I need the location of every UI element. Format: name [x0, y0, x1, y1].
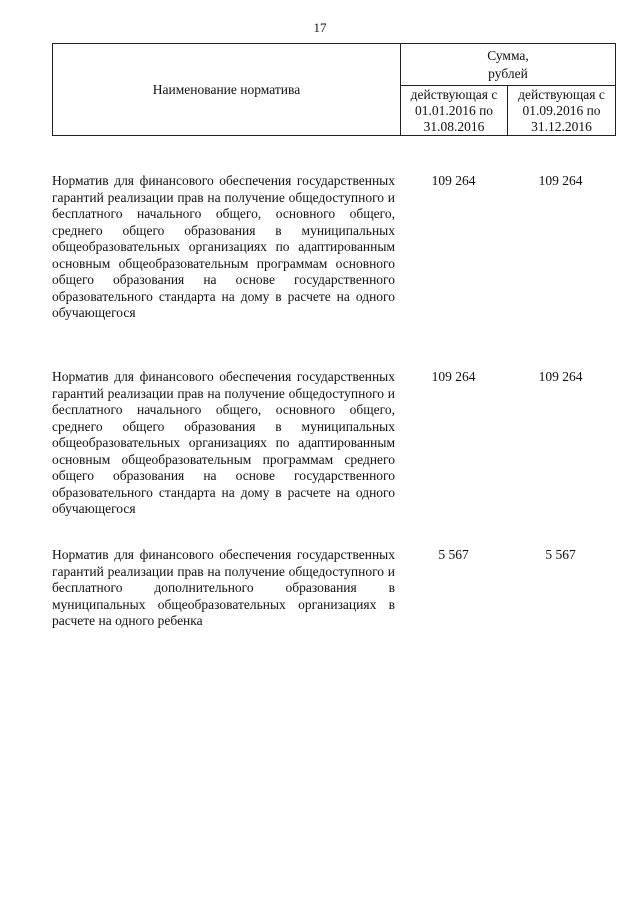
- header-name-column: Наименование норматива: [53, 44, 401, 135]
- row-value-period-2: 109 264: [538, 173, 583, 188]
- header-period-1: [401, 86, 508, 135]
- header-sum-column: [401, 44, 615, 86]
- header-period-1-line-1: действующая с: [410, 87, 498, 102]
- header-period-2-line-3: 31.12.2016: [531, 119, 592, 134]
- row-description: Норматив для финансового обеспечения государственных гарантий реализации прав на получение общедоступного и бесплатного начального общего, основного общего, среднего общего образования в муниципальных общеобразовательных организациях по адаптированным основным общеобразовательным программам основного общего образования на основе государственного образовательного стандарта на дому в расчете на одного обучающегося: [52, 173, 395, 320]
- row-value-period-1: 109 264: [431, 173, 476, 188]
- header-period-2-line-1: действующая с: [518, 87, 605, 102]
- table-header: [52, 43, 616, 136]
- header-period-1-line-2: 01.01.2016 по: [414, 103, 494, 118]
- header-sum-label: Сумма,: [487, 48, 529, 63]
- row-value-period-2: 109 264: [538, 369, 583, 384]
- row-description: Норматив для финансового обеспечения государственных гарантий реализации прав на получение общедоступного и бесплатного дополнительного образования в муниципальных общеобразовательных организациях в расчете на одного ребенка: [52, 547, 395, 628]
- row-value-period-2: 5 567: [545, 547, 576, 562]
- row-value-period-1: 5 567: [438, 547, 469, 562]
- header-period-1-line-3: 31.08.2016: [423, 119, 485, 134]
- header-period-2-line-2: 01.09.2016 по: [522, 103, 601, 118]
- row-value-period-1: 109 264: [431, 369, 476, 384]
- row-description: Норматив для финансового обеспечения государственных гарантий реализации прав на получение общедоступного и бесплатного начального общего, основного общего, среднего общего образования в муниципальных общеобразовательных организациях по адаптированным основным общеобразовательным программам среднего общего образования на основе государственного образовательного стандарта на дому в расчете на одного обучающегося: [52, 369, 395, 516]
- page-number: 17: [313, 20, 327, 35]
- header-period-2: [508, 86, 615, 136]
- header-sum-unit: рублей: [488, 66, 528, 81]
